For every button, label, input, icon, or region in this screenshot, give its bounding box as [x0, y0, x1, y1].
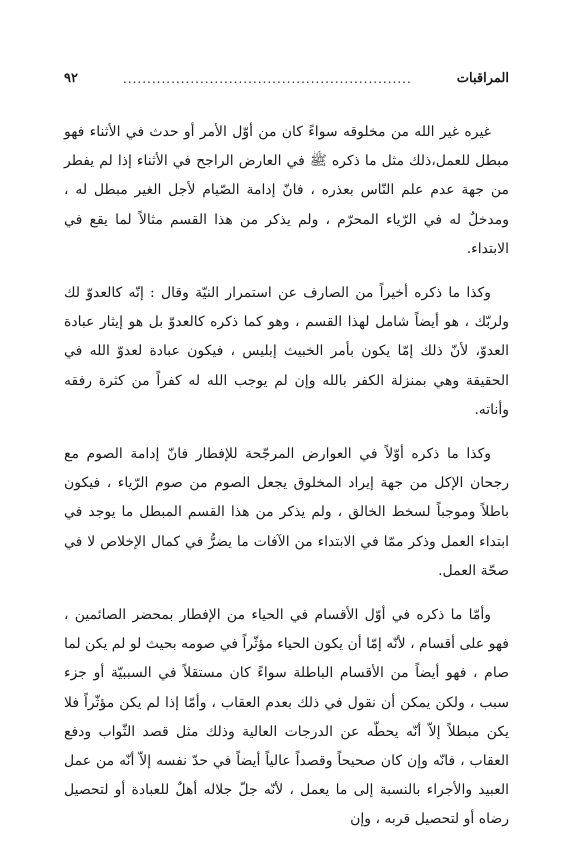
paragraph: وكذا ما ذكره أوّلاً في العوارض المرجّحة للإفطار فانّ إدامة الصوم مع رجحان الإكل من جهة إيراد المخلوق يجعل الصوم من صوم الرّياء ، فيكون باطلاً وموجباً لسخط الخالق ، ولم يذكر من هذا القسم المبطل ما يوجد في ابتداء العمل وذكر ممّا في الابتداء من الآفات ما يضرُّ في كمال الإخلاص لا في صحّة العمل.: [64, 446, 509, 579]
paragraph: وأمّا ما ذكره في أوّل الأقسام في الحياء من الإفطار بمحضر الصائمين ، فهو على أقسام ، لأنّه إمّا أن يكون الحياء مؤثّراً في صومه بحيث لو لم يكن لما صام ، فهو أيضاً من الأقسام الباطلة سواءً كان مستقلاً في السببيّة أو جزء سبب ، ولكن يمكن أن نقول في ذلك بعدم العقاب ، وأمّا إذا لم يكن مؤثّراً فلا يكن مبطلاً إلاّ أنّه يحطّه عن الدرجات العالية وذلك مثل قصد الثّواب ودفع العقاب ، فانّه وإن كان صحيحاً وقصداً عالياً أيضاً في حدّ نفسه إلاّ أنّه من عمل العبيد والأجراء بالنسبة إلى ما يعمل ، لأنّه جلّ جلاله أهلٌ للعبادة أو لتحصيل رضاه أو لتحصيل قربه ، وإن: [63, 607, 509, 828]
chapter-title: المراقبات: [456, 71, 509, 86]
running-header: [64, 64, 509, 88]
leader-dots: ............................................................: [122, 72, 412, 86]
body-text: [64, 118, 509, 850]
paragraph: وكذا ما ذكره أخيراً من الصارف عن استمرار النيّة وقال : إنّه كالعدوّ لك ولربّك ، هو أيضاً شامل لهذا القسم ، وهو كما ذكره كالعدوّ بل هو إيثار عبادة العدوّ، لأنّ ذلك إمّا يكون بأمر الخبيث إبليس ، فيكون عبادة لعدوّ الله في الحقيقة وهي بمنزلة الكفر بالله وإن لم يوجب الله له كفراً من كثرة رفقه وأناته.: [64, 285, 509, 418]
paragraph: غيره غير الله من مخلوقه سواءً كان من أوّل الأمر أو حدث في الأثناء فهو مبطل للعمل،ذلك مثل ما ذكره ﷺ في العارض الراجح في الأثناء إذا لم يفطر من جهة عدم علم النّاس بعذره ، فانّ إدامة الصّيام لأجل الغير مبطل له ، ومدخلٌ له في الرّياء المحرّم ، ولم يذكر من هذا القسم مثالاً لما يقع في الابتداء.: [64, 124, 509, 257]
page-number: ٩٢: [64, 71, 78, 86]
